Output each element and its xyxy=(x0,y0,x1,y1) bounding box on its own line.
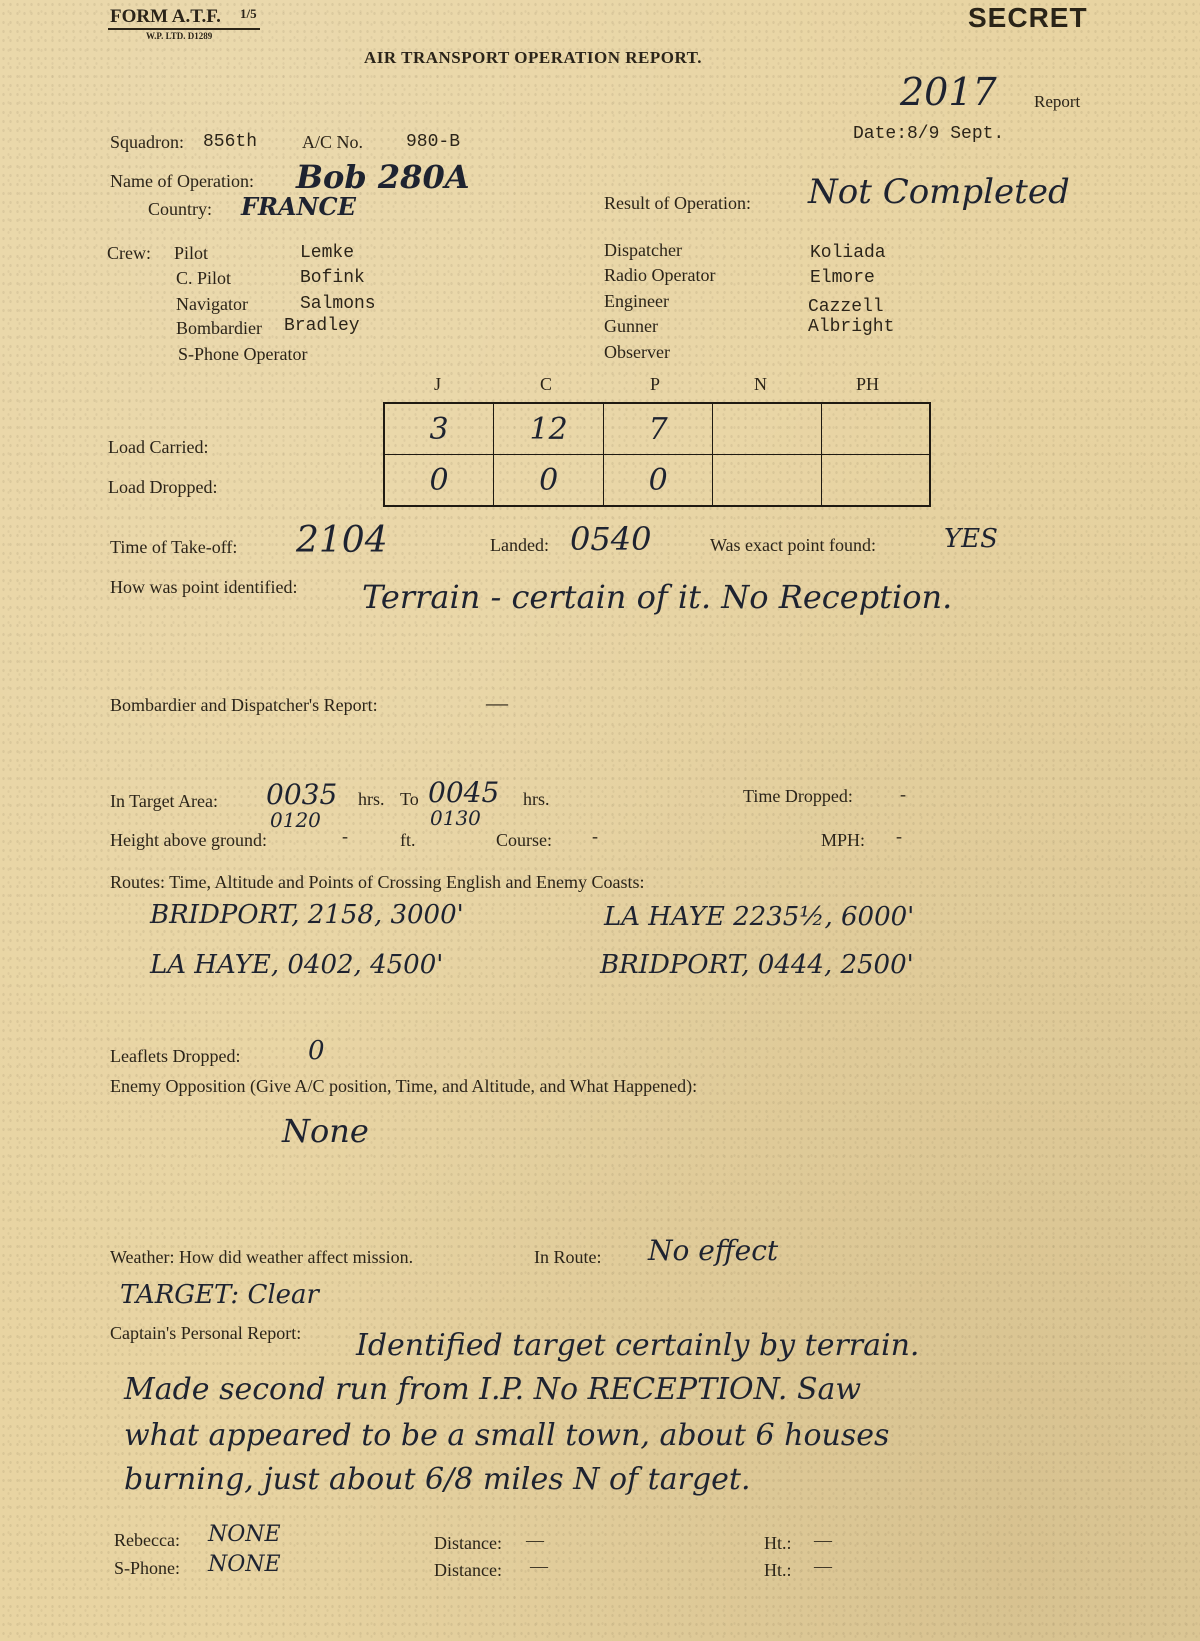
ht-value-2: — xyxy=(814,1556,832,1576)
crew-role-radio: Radio Operator xyxy=(604,265,716,285)
bombardier-label: Bombardier and Dispatcher's Report: xyxy=(110,695,378,715)
crew-name-radio: Elmore xyxy=(810,268,875,288)
route-line-3: LA HAYE, 0402, 4500' xyxy=(150,950,444,980)
routes-label: Routes: Time, Altitude and Points of Crossing English and Enemy Coasts: xyxy=(110,872,645,892)
crew-label: Crew: xyxy=(107,243,151,263)
mph-label: MPH: xyxy=(821,830,866,850)
crew-role-bombardier: Bombardier xyxy=(176,318,262,338)
distance-value-2: — xyxy=(530,1556,548,1576)
load-dropped-n xyxy=(713,455,821,507)
squadron-value: 856th xyxy=(203,132,258,152)
classification-label: SECRET xyxy=(968,2,1088,33)
route-line-2: LA HAYE 2235½, 6000' xyxy=(604,902,915,932)
exact-point-label: Was exact point found: xyxy=(710,535,877,555)
target-to-label: To xyxy=(400,789,419,809)
leaflets-value: 0 xyxy=(308,1036,325,1066)
captain-report-label: Captain's Personal Report: xyxy=(110,1323,302,1343)
weather-target-value: TARGET: Clear xyxy=(120,1280,319,1310)
operation-label: Name of Operation: xyxy=(110,171,254,191)
crew-name-engineer: Cazzell xyxy=(808,297,884,317)
ht-label-1: Ht.: xyxy=(764,1533,792,1553)
load-carried-p: 7 xyxy=(604,403,713,455)
crew-name-copilot: Bofink xyxy=(300,268,365,288)
landed-value: 0540 xyxy=(570,520,652,558)
target-to: 0045 xyxy=(428,776,500,809)
load-dropped-p: 0 xyxy=(604,455,713,507)
time-dropped-label: Time Dropped: xyxy=(743,786,853,806)
target-from-alt: 0120 xyxy=(270,808,321,832)
distance-value-1: — xyxy=(526,1530,544,1550)
crew-role-gunner: Gunner xyxy=(604,316,658,336)
target-hrs-2: hrs. xyxy=(523,789,550,809)
height-ft: ft. xyxy=(400,830,416,850)
ht-value-1: — xyxy=(814,1530,832,1550)
takeoff-value: 2104 xyxy=(296,520,388,561)
exact-point-value: YES xyxy=(944,524,998,554)
load-col-j: J xyxy=(434,374,442,394)
crew-role-navigator: Navigator xyxy=(176,294,248,314)
report-number: 2017 xyxy=(900,70,997,114)
crew-name-pilot: Lemke xyxy=(300,243,355,263)
load-carried-ph xyxy=(821,403,930,455)
load-carried-n xyxy=(713,403,821,455)
load-carried-row xyxy=(384,403,930,455)
opposition-label: Enemy Opposition (Give A/C position, Time, and Altitude, and What Happened): xyxy=(110,1076,698,1096)
course-value: - xyxy=(592,826,598,846)
rebecca-value: NONE xyxy=(208,1522,281,1547)
bombardier-value: — xyxy=(486,690,508,715)
load-dropped-ph xyxy=(821,455,930,507)
ac-number-label: A/C No. xyxy=(302,132,364,152)
load-dropped-c: 0 xyxy=(494,455,604,507)
crew-role-copilot: C. Pilot xyxy=(176,268,232,288)
captain-report-line-1: Identified target certainly by terrain. xyxy=(356,1328,920,1363)
squadron-label: Squadron: xyxy=(110,132,184,152)
result-value: Not Completed xyxy=(808,172,1070,212)
weather-route-value: No effect xyxy=(648,1234,779,1267)
crew-role-observer: Observer xyxy=(604,342,670,362)
load-col-n: N xyxy=(754,374,767,394)
country-label: Country: xyxy=(148,199,213,219)
mph-value: - xyxy=(896,826,902,846)
height-label: Height above ground: xyxy=(110,830,267,850)
load-dropped-j: 0 xyxy=(384,455,494,507)
report-date: Date:8/9 Sept. xyxy=(853,124,1005,144)
weather-route-label: In Route: xyxy=(534,1247,602,1267)
crew-role-dispatcher: Dispatcher xyxy=(604,240,682,260)
weather-label: Weather: How did weather affect mission. xyxy=(110,1247,414,1267)
form-underline xyxy=(108,28,260,30)
identified-value: Terrain - certain of it. No Reception. xyxy=(362,578,953,616)
result-label: Result of Operation: xyxy=(604,193,751,213)
course-label: Course: xyxy=(496,830,552,850)
load-carried-c: 12 xyxy=(494,403,604,455)
crew-name-bombardier: Bradley xyxy=(284,316,360,336)
page-title: AIR TRANSPORT OPERATION REPORT. xyxy=(364,48,702,67)
time-dropped-value: - xyxy=(900,784,906,804)
landed-label: Landed: xyxy=(490,535,549,555)
distance-label-1: Distance: xyxy=(434,1533,502,1553)
crew-name-navigator: Salmons xyxy=(300,294,376,314)
captain-report-line-4: burning, just about 6/8 miles N of target. xyxy=(124,1462,751,1497)
country-value: FRANCE xyxy=(241,192,356,221)
rebecca-label: Rebecca: xyxy=(114,1530,180,1550)
load-table xyxy=(383,402,931,507)
report-number-label: Report xyxy=(1034,92,1081,111)
height-value: - xyxy=(342,826,348,846)
load-col-p: P xyxy=(650,374,661,394)
form-code: FORM A.T.F. xyxy=(110,6,221,27)
leaflets-label: Leaflets Dropped: xyxy=(110,1046,241,1066)
opposition-value: None xyxy=(282,1112,369,1150)
captain-report-line-3: what appeared to be a small town, about 6 houses xyxy=(124,1418,890,1453)
load-col-c: C xyxy=(540,374,553,394)
load-dropped-row xyxy=(384,455,930,507)
target-to-alt: 0130 xyxy=(430,806,481,830)
ac-number-value: 980-B xyxy=(406,132,461,152)
captain-report-line-2: Made second run from I.P. No RECEPTION. Saw xyxy=(124,1372,862,1407)
distance-label-2: Distance: xyxy=(434,1560,502,1580)
crew-role-engineer: Engineer xyxy=(604,291,669,311)
sphone-value: NONE xyxy=(208,1552,281,1577)
crew-name-gunner: Albright xyxy=(808,317,895,337)
printer-code: W.P. LTD. D1289 xyxy=(146,31,213,41)
load-carried-j: 3 xyxy=(384,403,494,455)
identified-label: How was point identified: xyxy=(110,577,298,597)
crew-name-dispatcher: Koliada xyxy=(810,243,886,263)
target-hrs-1: hrs. xyxy=(358,789,385,809)
takeoff-label: Time of Take-off: xyxy=(110,537,238,557)
form-fraction: 1/5 xyxy=(240,6,257,21)
operation-value: Bob 280A xyxy=(296,158,470,196)
crew-role-sphone: S-Phone Operator xyxy=(178,344,308,364)
target-area-label: In Target Area: xyxy=(110,791,219,811)
load-carried-label: Load Carried: xyxy=(108,437,209,457)
ht-label-2: Ht.: xyxy=(764,1560,792,1580)
route-line-4: BRIDPORT, 0444, 2500' xyxy=(600,950,914,980)
load-dropped-label: Load Dropped: xyxy=(108,477,218,497)
target-from: 0035 xyxy=(266,778,338,811)
route-line-1: BRIDPORT, 2158, 3000' xyxy=(150,900,464,930)
load-col-ph: PH xyxy=(856,374,880,394)
crew-role-pilot: Pilot xyxy=(174,243,209,263)
sphone-label: S-Phone: xyxy=(114,1558,181,1578)
